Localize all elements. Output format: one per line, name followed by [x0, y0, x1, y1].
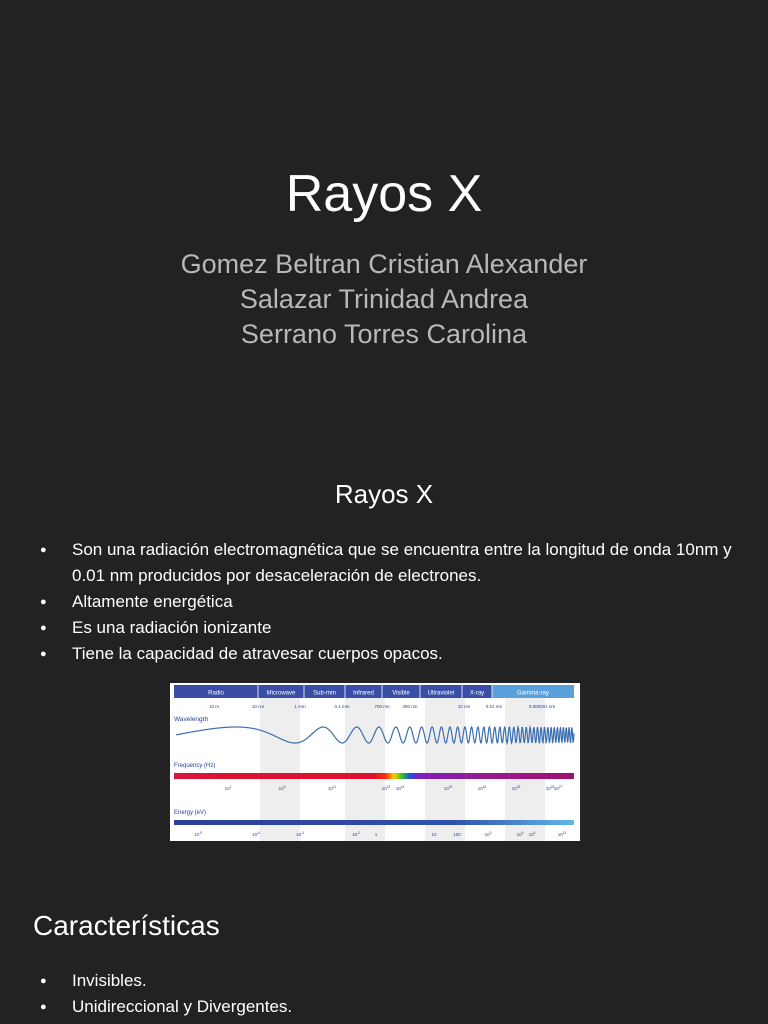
author-name: Salazar Trinidad Andrea	[239, 284, 529, 314]
section-title: Rayos X	[334, 479, 434, 509]
exponent: 16	[482, 785, 487, 789]
author-list	[0, 247, 768, 352]
frequency-value: $10^{12}$	[381, 785, 391, 791]
exponent: 11	[332, 785, 337, 789]
bullet-text: Invisibles.	[72, 971, 147, 990]
exponent: 18	[516, 785, 521, 789]
wavelength-value: 10 m	[208, 704, 220, 709]
band-label: Gamma-ray	[517, 690, 549, 697]
energy-bar	[174, 820, 574, 825]
band-label: Ultraviolet	[427, 690, 455, 697]
band-header-bar	[174, 685, 574, 698]
frequency-value: $10^{20}$	[545, 785, 555, 791]
exponent: -6	[257, 831, 260, 835]
wavelength-value: 380 nm	[402, 704, 418, 709]
frequency-value: $10^{15}$	[443, 785, 453, 791]
exponent: 5	[521, 831, 524, 835]
column-shade	[425, 697, 465, 841]
author-name: Serrano Torres Carolina	[240, 319, 528, 349]
bullet-icon: ●	[40, 622, 47, 634]
exponent: 12	[386, 785, 391, 789]
bullet-icon: ●	[40, 1001, 47, 1013]
frequency-value: $10^7$	[224, 785, 232, 791]
exponent: 27	[558, 785, 563, 789]
bullet-text: Altamente energética	[72, 592, 233, 611]
bullet-text: Son una radiación electromagnética que se encuentra entre la longitud de onda 10nm y 0.01 nm producidos por desaceleración de electrones.	[72, 540, 732, 585]
energy-value: $10^{-6}$	[252, 831, 260, 837]
exponent: 13	[562, 831, 567, 835]
exponent: -3	[301, 831, 304, 835]
bullet-text: Unidireccional y Divergentes.	[72, 997, 293, 1016]
exponent: 6	[533, 831, 536, 835]
energy-value: 1	[374, 832, 378, 837]
band-label: Infrared	[353, 690, 374, 697]
wavelength-value: 0.000001 nm	[528, 704, 556, 709]
wavelength-value: 1 mm	[294, 704, 306, 709]
wavelength-value: 0.1 mm	[334, 704, 350, 709]
frequency-value: $10^{18}$	[511, 785, 521, 791]
bullet-text: Es una radiación ionizante	[72, 618, 272, 637]
list-item	[40, 968, 740, 994]
section-title: Características	[33, 910, 220, 941]
column-shade	[260, 697, 300, 841]
frequency-value: $10^{16}$	[477, 785, 487, 791]
bullet-icon: ●	[40, 544, 47, 556]
wavelength-value: 700 nm	[374, 704, 390, 709]
exponent: 9	[283, 785, 286, 789]
band-label: Visible	[392, 690, 410, 697]
band-label: Sub-mm	[313, 690, 336, 697]
electromagnetic-spectrum-figure	[170, 683, 580, 841]
wavelength-value: 10 nm	[457, 704, 471, 709]
spectrum-diagram	[170, 683, 580, 841]
bullet-list	[40, 537, 740, 667]
exponent: 3	[489, 831, 492, 835]
energy-value: $10^{-9}$	[194, 831, 202, 837]
energy-value: $10^{-2}$	[352, 831, 360, 837]
list-item	[40, 615, 740, 641]
frequency-value: $10^{14}$	[395, 785, 405, 791]
frequency-bar	[174, 773, 574, 779]
energy-value: $10^5$	[516, 831, 524, 837]
list-item	[40, 994, 740, 1020]
energy-value: $10^6$	[528, 831, 536, 837]
band-label: X-ray	[469, 690, 485, 697]
column-shade	[505, 697, 545, 841]
exponent: -9	[199, 831, 202, 835]
frequency-value: $10^{27}$	[553, 785, 563, 791]
bullet-list	[40, 968, 740, 1020]
author-name: Gomez Beltran Cristian Alexander	[180, 249, 588, 279]
frequency-value: $10^9$	[278, 785, 286, 791]
wavelength-value: 0.01 nm	[485, 704, 503, 709]
energy-value: $10^{13}$	[557, 831, 567, 837]
bullet-text: Tiene la capacidad de atravesar cuerpos opacos.	[72, 644, 443, 663]
energy-label: Energy (eV)	[174, 810, 207, 816]
energy-value: 10	[431, 832, 437, 837]
list-item	[40, 589, 740, 615]
energy-value: $10^3$	[484, 831, 492, 837]
exponent: -2	[357, 831, 360, 835]
bullet-icon: ●	[40, 975, 47, 987]
exponent: 15	[448, 785, 453, 789]
frequency-value: $10^{11}$	[327, 785, 337, 791]
column-shade	[345, 697, 385, 841]
band-label: Radio	[208, 690, 224, 697]
band-label: Microwave	[266, 690, 296, 697]
list-item	[40, 641, 740, 667]
wavelength-value: 10 cm	[251, 704, 265, 709]
energy-value: 100	[453, 832, 461, 837]
exponent: 20	[550, 785, 555, 789]
frequency-label: Frequency (Hz)	[174, 763, 216, 769]
bullet-icon: ●	[40, 596, 47, 608]
list-item	[40, 537, 740, 589]
bullet-icon: ●	[40, 648, 47, 660]
energy-value: $10^{-3}$	[296, 831, 304, 837]
exponent: 14	[400, 785, 405, 789]
slide-title: Rayos X	[285, 165, 483, 223]
exponent: 7	[229, 785, 232, 789]
wavelength-label: Wavelength	[174, 716, 209, 723]
